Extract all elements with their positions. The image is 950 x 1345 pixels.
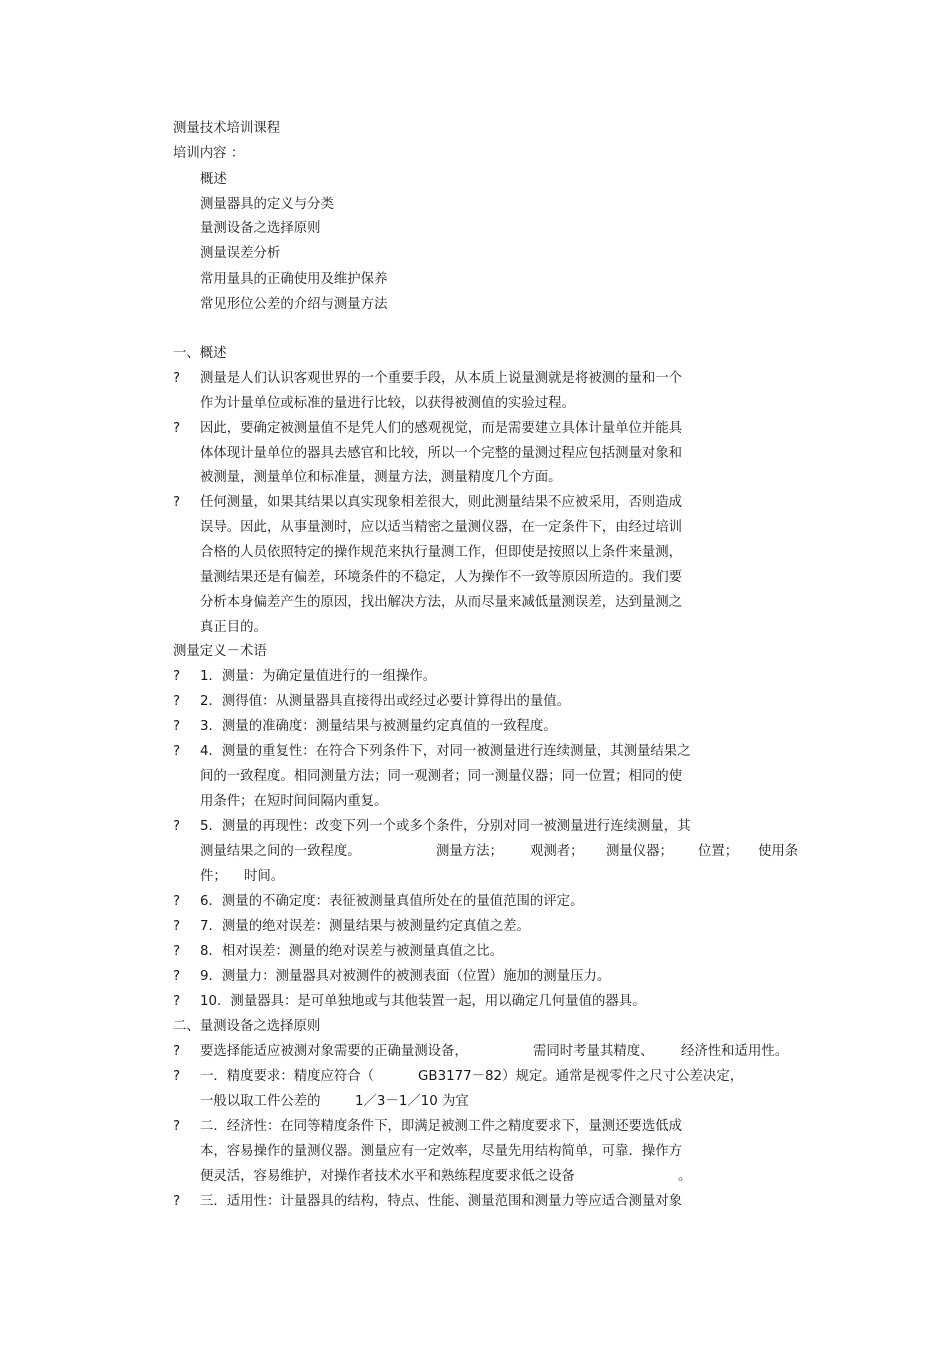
contents-item: 测量误差分析 <box>200 246 281 261</box>
bullet-mark: ? <box>173 969 181 984</box>
term-item: 测量方法； <box>436 844 503 859</box>
contents-item: 常用量具的正确使用及维护保养 <box>200 272 388 287</box>
paragraph-line: 经济性和适用性。 <box>681 1044 789 1059</box>
section-heading: 二、量测设备之选择原则 <box>173 1019 321 1034</box>
bullet-mark: ? <box>173 669 181 684</box>
term-item: 8．相对误差：测量的绝对误差与被测量真值之比。 <box>200 944 504 959</box>
term-item: 件； <box>200 869 227 884</box>
paragraph-line: 要选择能适应被测对象需要的正确量测设备， <box>200 1044 468 1059</box>
contents-label: 培训内容 ： <box>173 146 245 161</box>
paragraph-line: 作为计量单位或标准的量进行比较，以获得被测值的实验过程。 <box>200 396 575 411</box>
contents-item: 量测设备之选择原则 <box>200 221 321 236</box>
paragraph-line: 测量是人们认识客观世界的一个重要手段，从本质上说量测就是将被测的量和一个 <box>200 371 683 386</box>
term-item: 5．测量的再现性：改变下列一个或多个条件，分别对同一被测量进行连续测量，其 <box>200 819 691 834</box>
paragraph-line: 体体现计量单位的器具去感官和比较，所以一个完整的量测过程应包括测量对象和 <box>200 446 683 461</box>
paragraph-line: GB3177－82）规定。通常是视零件之尺寸公差决定， <box>418 1069 744 1084</box>
bullet-mark: ? <box>173 744 181 759</box>
bullet-mark: ? <box>173 1119 181 1134</box>
bullet-mark: ? <box>173 371 181 386</box>
paragraph-line: 需同时考量其精度、 <box>533 1044 654 1059</box>
paragraph-line: 三．适用性：计量器具的结构，特点、性能、测量范围和测量力等应适合测量对象 <box>200 1194 683 1209</box>
bullet-mark: ? <box>173 819 181 834</box>
paragraph-line: 误导。因此，从事量测时，应以适当精密之量测仪器，在一定条件下，由经过培训 <box>200 520 683 535</box>
term-item: 10．测量器具：是可单独地或与其他装置一起，用以确定几何量值的器具。 <box>200 994 646 1009</box>
term-item: 用条件；在短时间间隔内重复。 <box>200 794 388 809</box>
term-item: 1．测量：为确定量值进行的一组操作。 <box>200 669 437 684</box>
bullet-mark: ? <box>173 421 181 436</box>
paragraph-line: 一．精度要求：精度应符合（ <box>200 1069 375 1084</box>
section-heading: 测量定义－术语 <box>173 644 267 659</box>
paragraph-line: 便灵活，容易维护，对操作者技术水平和熟练程度要求低之设备 <box>200 1169 575 1184</box>
contents-item: 常见形位公差的介绍与测量方法 <box>200 297 388 312</box>
term-item: 测量结果之间的一致程度。 <box>200 844 361 859</box>
bullet-mark: ? <box>173 1069 181 1084</box>
paragraph-line: 本，容易操作的量测仪器。测量应有一定效率，尽量先用结构简单，可靠．操作方 <box>200 1144 683 1159</box>
paragraph-line: 合格的人员依照特定的操作规范来执行量测工作，但即使是按照以上条件来量测， <box>200 545 683 560</box>
term-item: 时间。 <box>244 869 285 884</box>
term-item: 9．测量力：测量器具对被测件的被测表面（位置）施加的测量压力。 <box>200 969 611 984</box>
term-item: 6．测量的不确定度：表征被测量真值所处在的量值范围的评定。 <box>200 894 584 909</box>
bullet-mark: ? <box>173 894 181 909</box>
bullet-mark: ? <box>173 495 181 510</box>
term-item: 2．测得值：从测量器具直接得出或经过必要计算得出的量值。 <box>200 694 571 709</box>
document-title: 测量技术培训课程 <box>173 121 281 136</box>
paragraph-line: 一般以取工件公差的 <box>200 1094 321 1109</box>
contents-item: 测量器具的定义与分类 <box>200 197 334 212</box>
paragraph-line: 因此，要确定被测量值不是凭人们的感观视觉，而是需要建立具体计量单位并能具 <box>200 421 683 436</box>
bullet-mark: ? <box>173 919 181 934</box>
paragraph-line: 被测量，测量单位和标准量，测量方法，测量精度几个方面。 <box>200 470 562 485</box>
term-item: 3．测量的准确度：测量结果与被测量约定真值的一致程度。 <box>200 719 557 734</box>
paragraph-line: 二．经济性：在同等精度条件下，即满足被测工件之精度要求下，量测还要选低成 <box>200 1119 683 1134</box>
term-item: 位置； <box>698 844 739 859</box>
term-item: 使用条 <box>758 844 799 859</box>
contents-item: 概述 <box>200 172 227 187</box>
paragraph-line: 量测结果还是有偏差，环境条件的不稳定，人为操作不一致等原因所造的。我们要 <box>200 570 683 585</box>
term-item: 测量仪器； <box>606 844 673 859</box>
paragraph-line: 真正目的。 <box>200 620 267 635</box>
bullet-mark: ? <box>173 1194 181 1209</box>
bullet-mark: ? <box>173 694 181 709</box>
term-item: 4．测量的重复性：在符合下列条件下，对同一被测量进行连续测量，其测量结果之 <box>200 744 691 759</box>
paragraph-line: 1／3－1／10 为宜 <box>355 1094 469 1109</box>
paragraph-line: 分析本身偏差产生的原因，找出解决方法，从而尽量来减低量测误差，达到量测之 <box>200 595 683 610</box>
paragraph-line: 。 <box>678 1169 692 1184</box>
term-item: 7．测量的绝对误差：测量结果与被测量约定真值之差。 <box>200 919 530 934</box>
bullet-mark: ? <box>173 719 181 734</box>
bullet-mark: ? <box>173 944 181 959</box>
paragraph-line: 任何测量，如果其结果以真实现象相差很大，则此测量结果不应被采用，否则造成 <box>200 495 683 510</box>
term-item: 间的一致程度。相同测量方法；同一观测者；同一测量仪器；同一位置；相同的使 <box>200 769 683 784</box>
bullet-mark: ? <box>173 994 181 1009</box>
bullet-mark: ? <box>173 1044 181 1059</box>
term-item: 观测者； <box>530 844 584 859</box>
section-heading: 一、概述 <box>173 346 227 361</box>
